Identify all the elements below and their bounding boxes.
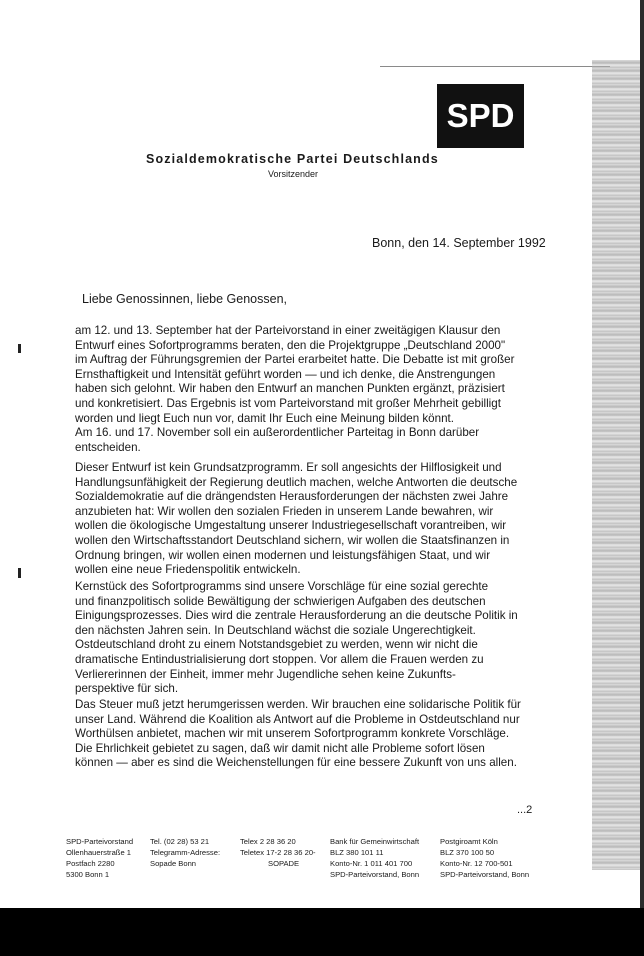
text-line: Verliererinnen der Einheit, immer mehr Jugendliche sehen keine Zukunfts- xyxy=(75,667,456,681)
footer-line: SPD-Parteivorstand, Bonn xyxy=(440,870,530,879)
text-line: Dieser Entwurf ist kein Grundsatzprogramm. Er soll angesichts der Hilflosigkeit und xyxy=(75,461,502,474)
text-line: den nächsten Jahren sein. In Deutschland wächst die soziale Ungerechtigkeit. xyxy=(75,623,476,637)
text-line: Ordnung bringen, wir wollen einen modernen und leistungsfähigen Staat, und wir xyxy=(75,548,491,562)
footer-line: Konto-Nr. 12 700-501 xyxy=(440,859,513,868)
greeting: Liebe Genossinnen, liebe Genossen, xyxy=(82,292,288,306)
text-line: Einigungsprozesses. Dies wird die zentrale Herausforderung an die deutsche Politik in xyxy=(75,609,518,623)
text-line: anzubieten hat: Wir wollen den sozialen Frieden in unserem Lande bewahren, wir xyxy=(75,504,494,518)
footer-line: Ollenhauerstraße 1 xyxy=(66,848,132,857)
footer-line: SPD-Parteivorstand, Bonn xyxy=(330,870,420,879)
punch-mark xyxy=(18,568,21,578)
footer-address xyxy=(66,836,133,880)
text-line: Entwurf eines Sofortprogramms beraten, den die Projektgruppe „Deutschland 2000" xyxy=(75,338,506,352)
footer-line: Telex 2 28 36 20 xyxy=(240,837,296,846)
scan-bottom-border xyxy=(0,908,644,956)
footer-line: BLZ 380 101 11 xyxy=(330,848,384,857)
footer-line: Bank für Gemeinwirtschaft xyxy=(330,837,420,846)
footer-line: Postfach 2280 xyxy=(66,859,115,868)
page-continuation-marker: ...2 xyxy=(517,804,533,816)
footer-line: Teletex 17-2 28 36 20- xyxy=(240,848,316,857)
scan-edge-shadow xyxy=(592,60,644,870)
paragraph xyxy=(75,324,545,455)
text-line: dramatische Entindustrialisierung dort stoppen. Vor allem die Frauen werden zu xyxy=(75,652,484,666)
text-line: Worthülsen anbietet, machen wir mit unserem Sofortprogramm konkrete Vorschläge. xyxy=(75,727,510,741)
text-line: Kernstück des Sofortprogramms sind unsere Vorschläge für eine sozial gerechte xyxy=(75,580,489,593)
footer-line: 5300 Bonn 1 xyxy=(66,870,110,879)
text-line: entscheiden. xyxy=(75,440,141,454)
text-line: Sozialdemokratie auf die drängendsten Herausforderungen der nächsten zwei Jahre xyxy=(75,490,509,504)
text-line: worden und liegt Euch nun vor, damit Ihr Euch eine Meinung bilden könnt. xyxy=(75,411,454,425)
paragraph xyxy=(75,698,545,771)
text-line: Am 16. und 17. November soll ein außerordentlicher Parteitag in Bonn darüber xyxy=(75,426,480,440)
text-line: Ernsthaftigkeit und Intensität geführt worden — und ich denke, die Anstrengungen xyxy=(75,367,496,381)
footer-line: SPD-Parteivorstand xyxy=(66,837,134,846)
footer-line: BLZ 370 100 50 xyxy=(440,848,495,857)
text-line: und konkretisiert. Das Ergebnis ist vom Parteivorstand mit großer Mehrheit gebilligt xyxy=(75,396,501,410)
party-name: Sozialdemokratische Partei Deutschlands xyxy=(146,152,439,166)
text-line: haben sich gelohnt. Wir haben den Entwurf an manchen Punkten ergänzt, präzisiert xyxy=(75,382,505,396)
text-line: Die Ehrlichkeit gebietet zu sagen, daß wir damit nicht alle Probleme sofort lösen xyxy=(75,741,485,755)
footer-line: Telegramm-Adresse: xyxy=(150,848,221,857)
footer-telephone xyxy=(150,836,220,869)
text-line: unser Land. Während die Koalition als Antwort auf die Probleme in Ostdeutschland nur xyxy=(75,712,520,726)
text-line: wollen die ökologische Umgestaltung unserer Industriegesellschaft vorantreiben, wir xyxy=(75,519,507,533)
text-line: wollen den Wirtschaftsstandort Deutschland sichern, wir wollen die Staatsfinanzen in xyxy=(75,533,510,547)
scan-line xyxy=(380,66,610,67)
footer-line: Konto-Nr. 1 011 401 700 xyxy=(330,859,413,868)
footer-telex xyxy=(240,836,316,869)
punch-mark xyxy=(18,344,21,353)
paragraph xyxy=(75,580,545,697)
text-line: Ostdeutschland droht zu einem Notstandsgebiet zu werden, wenn wir nicht die xyxy=(75,638,478,652)
footer-postgiro xyxy=(440,836,529,880)
footer-line: Tel. (02 28) 53 21 xyxy=(150,837,210,846)
text-line: und finanzpolitisch solide Bewältigung der schwierigen Aufgaben des deutschen xyxy=(75,594,486,608)
sender-role: Vorsitzender xyxy=(268,169,319,179)
footer-line: Postgiroamt Köln xyxy=(440,837,498,846)
text-line: am 12. und 13. September hat der Parteivorstand in einer zweitägigen Klausur den xyxy=(75,324,501,337)
text-line: Das Steuer muß jetzt herumgerissen werden. Wir brauchen eine solidarische Politik für xyxy=(75,698,521,711)
footer-line: SOPADE xyxy=(268,859,300,868)
spd-logo: SPD xyxy=(437,84,524,148)
place-date: Bonn, den 14. September 1992 xyxy=(372,236,546,250)
paragraph xyxy=(75,461,545,578)
text-line: perspektive für sich. xyxy=(75,682,179,696)
footer-bank xyxy=(330,836,419,880)
text-line: im Auftrag der Führungsgremien der Partei erarbeitet hatte. Die Debatte ist mit großer xyxy=(75,353,515,367)
scan-edge xyxy=(640,0,644,956)
text-line: wollen eine neue Friedenspolitik entwickeln. xyxy=(75,563,301,577)
footer-line: Sopade Bonn xyxy=(150,859,197,868)
text-line: Handlungsunfähigkeit der Regierung deutlich machen, welche Antworten die deutsche xyxy=(75,475,518,489)
text-line: können — aber es sind die Weichenstellungen für eine bessere Zukunft von uns allen. xyxy=(75,756,517,770)
